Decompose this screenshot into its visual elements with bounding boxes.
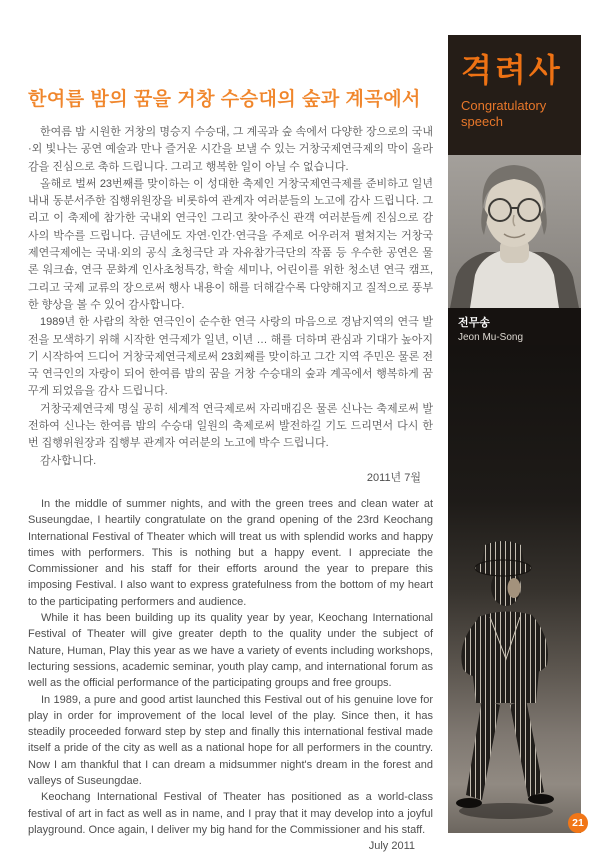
english-paragraph: In the middle of summer nights, and with the green trees and clean water at Suseungdae, I heartily congratulate on the grand opening of the 23rd Keochang International Festival of Theater which will treat us with splendid works and happy times with performers. This is nothing but a happy event. I appreciate the Commissioner and his staff for their efforts around the year to prepare this imposing Festival. I also want to express gratefulness from the bottom of my heart to the participating performers and audience. bbox=[28, 498, 433, 608]
english-paragraph: Keochang International Festival of Theater has positioned as a world-class festival of art in fact as well as in name, and I pray that it may develop into a joyful playground. Once again, I deliver my big hand for the Commissioner and his staff. bbox=[28, 791, 433, 836]
korean-paragraph: 거창국제연극제 명실 공히 세계적 연극제로써 자리매김은 물론 신나는 축제로써 발전하여 신나는 한여름 밤의 수승대 일원의 축제로써 발전하길 기도 드리면서 다시 한 번 집행위원장과 집행부 관계자 여러분의 노고에 박수 드립니다. bbox=[28, 402, 433, 450]
portrait-photo bbox=[448, 155, 581, 308]
korean-paragraph: 1989년 한 사람의 착한 연극인이 순수한 연극 사랑의 마음으로 경남지역의 연극 발전을 모색하기 위해 시작한 연극제가 일년, 이년 … 해를 더하며 관심과 기대가 높아지기 시작하여 드디어 거창국제연극제로써 23회째를 맞이하고 그간 지역 주민은 물론 전국 연극인의 자랑이 되어 한여름 밤의 꿈을 거창 수승대의 숲과 계곡에서 행복하게 꿈꾸게 되었음을 감사 드립니다. bbox=[28, 316, 433, 398]
english-date: July 2011 bbox=[368, 840, 415, 853]
korean-date: 2011년 7월 bbox=[366, 471, 421, 484]
stage-photo bbox=[448, 345, 581, 833]
english-paragraph: While it has been building up its quality year by year, Keochang International Festival of Theater will give greater depth to the quality under the subject of Nature, Human, Play this year as we have a variety of events including workshops, lecturing sessions, academic seminar, youth play camp, and international forum as well as the official performance of the participating groups and free groups. bbox=[28, 612, 433, 690]
korean-speech-text bbox=[28, 124, 433, 487]
sidebar-heading-english: Congratulatory speech bbox=[461, 98, 547, 129]
korean-paragraph: 올해로 벌써 23번째를 맞이하는 이 성대한 축제인 거창국제연극제를 준비하고 일년 내내 동분서주한 집행위원장을 비롯하여 관계자 여러분들의 노고에 감사 드립니다. 그리고 이 축제에 참가한 국내외 연극인 그리고 찾아주신 관객 여러분들께 진심으로 감사의 박수를 드립니다. 금년에도 자연·인간·연극을 주제로 어우러져 펼쳐지는 거창국제연극제에는 국내·외의 공식 초청극단 과 자유참가극단의 작품 등 우수한 공연은 물론 워크숍, 연극 문화계 인사초청특강, 학술 세미나, 어린이를 위한 청소년 연극 캠프, 그리고 국제 교류의 장으로써 행사 내용이 해를 더해갈수록 다양해지고 질적으로 풍부한 향상을 볼 수 있어 감사합니다. bbox=[28, 177, 433, 311]
portrait-name-korean: 전무송 bbox=[458, 317, 490, 329]
page-number-badge: 21 bbox=[568, 813, 588, 833]
stage-photo-illustration bbox=[448, 345, 581, 833]
sidebar bbox=[448, 35, 581, 833]
sidebar-heading-korean: 격려사 bbox=[461, 52, 563, 88]
korean-paragraph: 한여름 밤 시원한 거창의 명승지 수승대, 그 계곡과 숲 속에서 다양한 장으로의 국내·외 빛나는 공연 예술과 만나 즐거운 시간을 보낼 수 있는 거창국제연극제의 막이 올라감을 진심으로 축하 드립니다. 그리고 행복한 일이 아닐 수 없습니다. bbox=[28, 126, 433, 173]
korean-paragraph: 감사합니다. bbox=[40, 454, 97, 467]
portrait-name-english: Jeon Mu-Song bbox=[458, 332, 524, 343]
sidebar-header bbox=[448, 35, 581, 155]
english-speech-text bbox=[28, 496, 433, 855]
portrait-photo-illustration bbox=[448, 155, 581, 308]
portrait-caption bbox=[448, 308, 581, 345]
english-paragraph: In 1989, a pure and good artist launched this Festival out of his genuine love for play in order for improvement of the local level of the play. Since then, it has steadily proceeded forward step by step and finally this international festival made itself a pride of the city as well as a national hope for all performers in the country. Now I am thankful that I can dream a midsummer night's dream in the forest and valleys of Suseungdae. bbox=[28, 693, 433, 788]
page-title: 한여름 밤의 꿈을 거창 수승대의 숲과 계곡에서 bbox=[28, 89, 421, 110]
